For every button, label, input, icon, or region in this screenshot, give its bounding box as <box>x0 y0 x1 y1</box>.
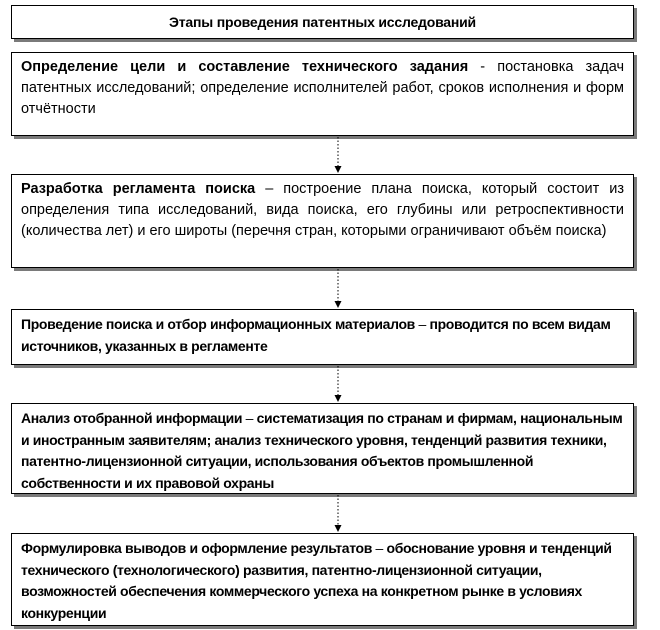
step-separator: – <box>414 316 430 332</box>
diagram-title: Этапы проведения патентных исследований <box>169 14 476 30</box>
step-conclusions-and-results <box>11 533 634 626</box>
flow-arrow-1 <box>334 136 342 174</box>
step-description: проводится по всем видам источников, указанных в регламенте <box>21 316 611 354</box>
step-search-regulation <box>11 174 634 268</box>
step-heading: Разработка регламента поиска <box>21 181 256 197</box>
diagram-title-box <box>11 5 634 39</box>
step-description: систематизация по странам и фирмам, национальным и иностранным заявителям; анализ технического уровня, тенденций развития техники, патентно-лицензионной ситуации, использования объектов промышленной собственности и их правовой охраны <box>21 410 623 491</box>
step-separator: – <box>255 181 284 197</box>
step-description: построение плана поиска, который состоит из определения типа исследований, вида поиска, его глубины или ретроспективности (количества лет) и его широты (перечня стран, которыми ограничивают объём поиска) <box>21 181 624 239</box>
step-description: постановка задач патентных исследований; определение исполнителей работ, сроков исполнения и форм отчётности <box>21 59 624 117</box>
step-search-and-selection <box>11 309 634 365</box>
step-separator: – <box>372 540 387 556</box>
step-description: обоснование уровня и тенденций технического (технологического) развития, патентно-лицензионной ситуации, возможностей обеспечения коммерческого успеха на конкретном рынке в условиях конкуренции <box>21 540 612 621</box>
step-separator: – <box>242 410 257 426</box>
step-goal-definition <box>11 52 634 136</box>
step-heading: Определение цели и составление технического задания <box>21 59 469 75</box>
step-heading: Анализ отобранной информации <box>21 410 243 426</box>
flow-arrow-3 <box>334 365 342 403</box>
step-separator: - <box>468 59 498 75</box>
flow-arrow-2 <box>334 268 342 309</box>
flow-arrow-4 <box>334 494 342 533</box>
step-information-analysis <box>11 403 634 494</box>
step-heading: Формулировка выводов и оформление результатов <box>21 540 372 556</box>
step-heading: Проведение поиска и отбор информационных материалов <box>21 316 415 332</box>
